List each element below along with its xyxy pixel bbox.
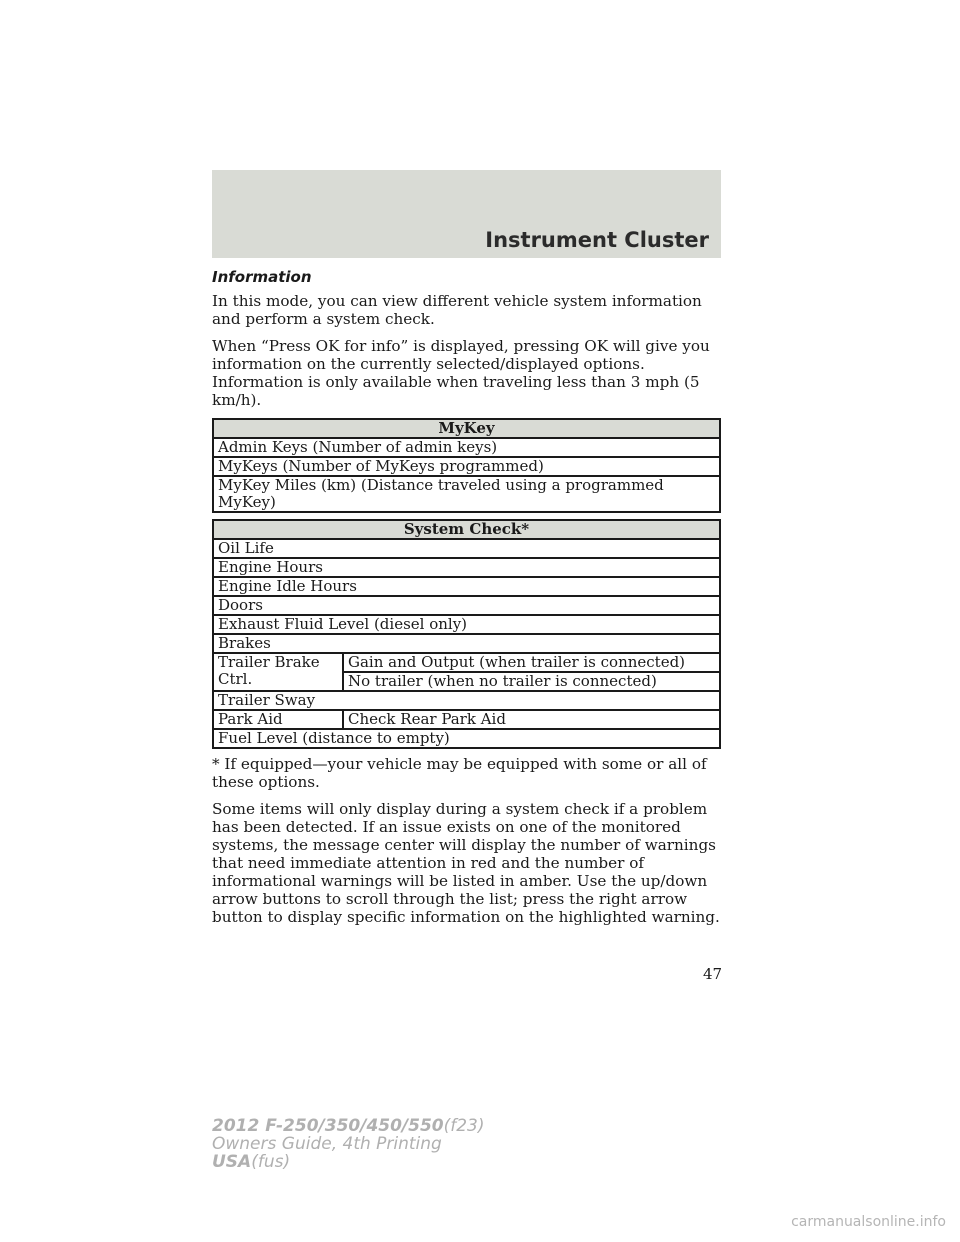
footer-model: 2012 F-250/350/450/550 <box>212 1116 444 1136</box>
trailer-brake-label: Trailer Brake Ctrl. <box>213 653 343 691</box>
system-check-table <box>212 519 721 749</box>
table-row: Engine Idle Hours <box>213 577 720 596</box>
table-row: Admin Keys (Number of admin keys) <box>213 438 720 457</box>
table-row: Trailer Sway <box>213 691 720 710</box>
table-row: Fuel Level (distance to empty) <box>213 729 720 748</box>
footer <box>212 1117 485 1171</box>
footer-market-code: (fus) <box>251 1152 291 1172</box>
header-band <box>212 170 721 258</box>
page-content <box>212 268 721 935</box>
park-aid-label: Park Aid <box>213 710 343 729</box>
footer-line-2: Owners Guide, 4th Printing <box>212 1134 442 1154</box>
table-row: Oil Life <box>213 539 720 558</box>
press-ok-paragraph: When “Press OK for info” is displayed, pressing OK will give you information on the currently selected/displayed options. Information is only available when traveling less than 3 mph (5 km/h). <box>212 337 710 409</box>
table-cell: Gain and Output (when trailer is connected) <box>343 653 720 672</box>
footer-line-3 <box>212 1153 485 1171</box>
mykey-table <box>212 418 721 513</box>
mykey-table-title: MyKey <box>213 419 720 438</box>
watermark: carmanualsonline.info <box>791 1214 946 1230</box>
table-row: MyKeys (Number of MyKeys programmed) <box>213 457 720 476</box>
table-row: MyKey Miles (km) (Distance traveled using a programmed MyKey) <box>213 476 720 512</box>
header-title: Instrument Cluster <box>485 228 709 252</box>
table-cell: Check Rear Park Aid <box>343 710 720 729</box>
footer-line-1 <box>212 1117 485 1135</box>
system-check-table-title: System Check* <box>213 520 720 539</box>
footer-code: (f23) <box>443 1116 485 1136</box>
system-check-paragraph: Some items will only display during a system check if a problem has been detected. If an issue exists on one of the monitored systems, the message center will display the number of warnings that need immediate attention in red and the number of informational warnings will be listed in amber. Use the up/down arrow buttons to scroll through the list; press the right arrow button to display specific information on the highlighted warning. <box>212 800 720 926</box>
section-heading: Information <box>212 268 312 286</box>
table-row: Exhaust Fluid Level (diesel only) <box>213 615 720 634</box>
table-row: Brakes <box>213 634 720 653</box>
footnote: * If equipped—your vehicle may be equipped with some or all of these options. <box>212 755 707 791</box>
table-row: Doors <box>213 596 720 615</box>
table-row: Engine Hours <box>213 558 720 577</box>
intro-paragraph: In this mode, you can view different vehicle system information and perform a system check. <box>212 292 702 328</box>
page-number: 47 <box>703 965 723 983</box>
table-cell: No trailer (when no trailer is connected) <box>343 672 720 691</box>
footer-market: USA <box>212 1152 252 1172</box>
